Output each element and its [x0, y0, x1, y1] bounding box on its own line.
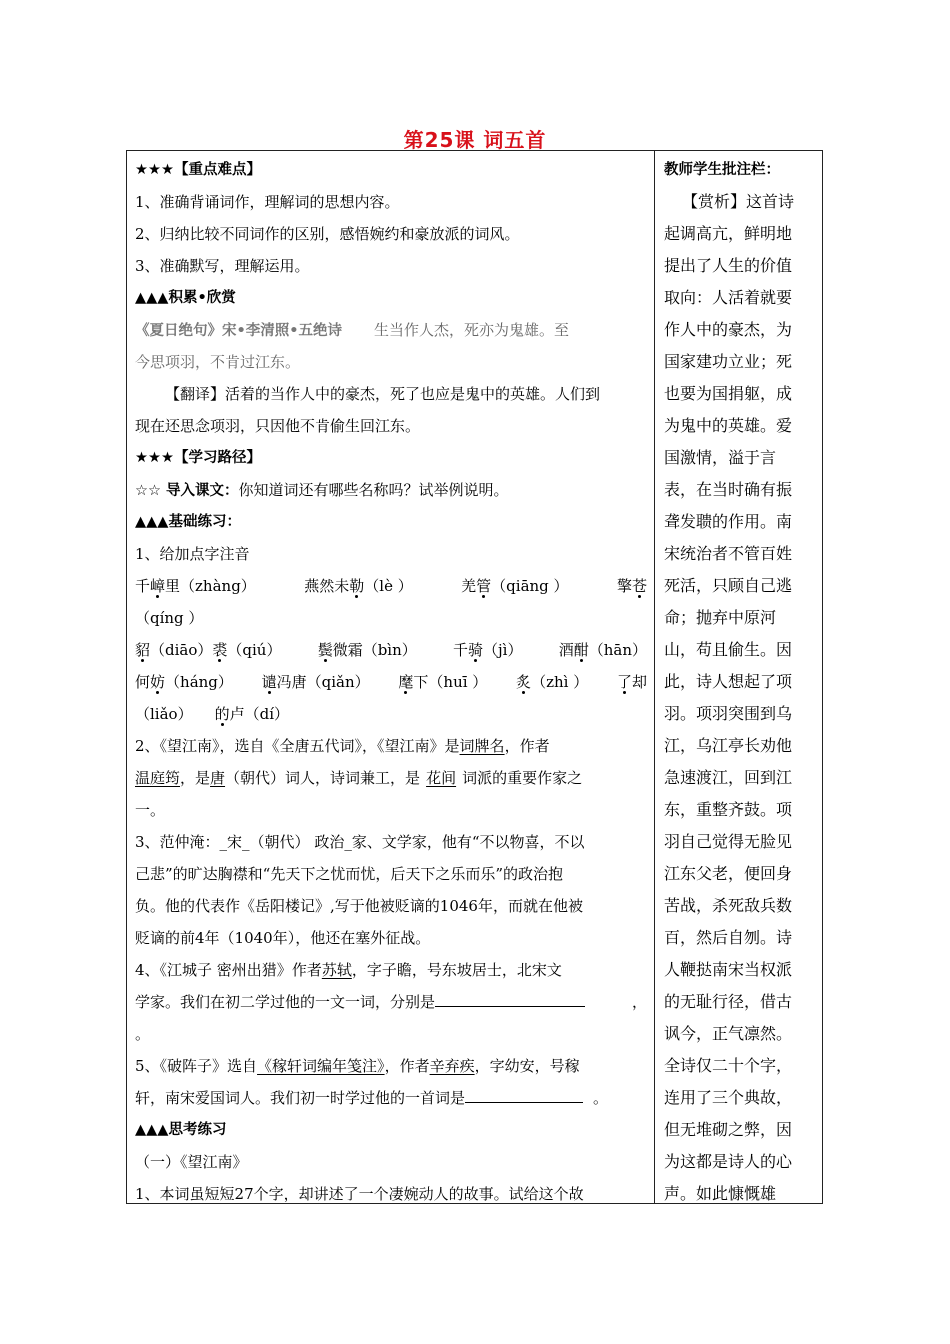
- intro-question: [135, 474, 647, 506]
- intro-label: ☆☆ 导入课文：: [135, 483, 239, 499]
- annotation-line: 提出了人生的价值: [664, 256, 793, 275]
- pinyin-item: 鬓微霜（bìn）: [317, 641, 417, 659]
- annotation-line: 国家建功立业；死: [664, 352, 793, 371]
- annotation-line: 的无耻行径，借古: [664, 992, 793, 1011]
- annotation-line: 全诗仅二十个字，: [664, 1056, 793, 1075]
- pinyin-row: [135, 634, 647, 666]
- answer-dynasty: 唐: [210, 769, 226, 787]
- poem-title: 《夏日绝句》宋•李清照•五绝诗: [135, 323, 343, 339]
- pinyin-item: 酒酣（hān）: [558, 641, 647, 659]
- question-5-cont: 轩，南宋爱国词人。我们初一时学过他的一首词是 。: [135, 1082, 647, 1114]
- pinyin-item: 了却: [616, 673, 647, 691]
- pinyin-row: [135, 666, 647, 698]
- annotation-line: 作人中的豪杰，为: [664, 320, 793, 339]
- question-4: 4、《江城子 密州出猎》作者苏轼，字子瞻，号东坡居士，北宋文: [135, 961, 562, 979]
- question-2-cont: 一。: [135, 801, 166, 819]
- heading-learning-path: ★★★【学习路径】: [135, 450, 261, 466]
- annotation-line: 百，然后自刎。诗: [664, 928, 793, 947]
- goal-item: 3、准确默写，理解运用。: [135, 257, 310, 275]
- goal-item: 1、准确背诵词作，理解词的思想内容。: [135, 193, 400, 211]
- poem-line: [135, 314, 647, 346]
- annotation-body: [664, 186, 812, 1202]
- annotation-line: 起调高亢，鲜明地: [664, 224, 793, 243]
- annotation-line: 急速渡江，回到江: [664, 768, 793, 787]
- annotation-line: 为这都是诗人的心: [664, 1152, 793, 1171]
- answer-blank[interactable]: [465, 1084, 583, 1103]
- annotation-line: 苦战，杀死敌兵数: [664, 896, 793, 915]
- section-wangjiangnan: （一）《望江南》: [135, 1153, 248, 1171]
- answer-author: 苏轼: [321, 961, 352, 979]
- page-title: 第25课 词五首: [403, 128, 547, 152]
- pinyin-item: 的卢（dí）: [214, 705, 289, 723]
- question-2-cont: 温庭筠，是唐（朝代）词人，诗词兼工，是 花间 词派的重要作家之: [135, 769, 583, 787]
- heading-basic-practice: ▲▲▲基础练习：: [135, 514, 241, 530]
- annotation-line: 死活，只顾自己逃: [664, 576, 793, 595]
- annotation-line: 【赏析】这首诗: [682, 192, 795, 211]
- pinyin-item: 谴冯唐（qiǎn）: [261, 673, 370, 691]
- question-3-cont: 贬谪的前4年（1040年），他还在塞外征战。: [135, 929, 431, 947]
- annotation-line: 连用了三个典故，: [664, 1088, 793, 1107]
- pinyin-item: 千嶂里（zhàng）: [135, 577, 256, 595]
- annotation-line: 声。如此慷慨雄: [664, 1184, 777, 1202]
- pinyin-item: 燕然未勒（lè ）: [304, 577, 413, 595]
- question-5: 5、《破阵子》选自《稼轩词编年笺注》，作者辛弃疾，字幼安，号稼: [135, 1057, 580, 1075]
- annotation-title: 教师学生批注栏：: [664, 162, 780, 178]
- pinyin-item: 炙（zhì ）: [516, 673, 589, 691]
- intro-text: 你知道词还有哪些名称吗？试举例说明。: [238, 481, 509, 499]
- answer-blank[interactable]: [435, 988, 585, 1007]
- pinyin-item: 麾下（huī ）: [398, 673, 488, 691]
- thinking-question-1: 1、本词虽短短27个字，却讲述了一个凄婉动人的故事。试给这个故: [135, 1185, 584, 1202]
- pinyin-item: 羌管（qiāng ）: [461, 577, 569, 595]
- answer-author: 辛弃疾: [429, 1057, 475, 1075]
- question-3-cont: 己悲”的旷达胸襟和“先天下之忧而忧，后天下之乐而乐”的政治抱: [135, 865, 564, 883]
- annotation-line: 羽自己觉得无脸见: [664, 832, 793, 851]
- heading-accumulate: ▲▲▲积累•欣赏: [135, 290, 236, 306]
- annotation-line: 羽。项羽突围到乌: [664, 704, 793, 723]
- main-column: [135, 154, 647, 1202]
- pinyin-item: 貂（diāo）裘（qiú）: [135, 641, 282, 659]
- annotation-line: 命；抛弃中原河: [664, 608, 777, 627]
- question-3-cont: 负。他的代表作《岳阳楼记》,写于他被贬谪的1046年，而就在他被: [135, 897, 583, 915]
- translation: 现在还思念项羽，只因他不肯偷生回江东。: [135, 417, 421, 435]
- annotation-column: [664, 154, 812, 1202]
- question-4-cont: 学家。我们在初二学过他的一文一词，分别是 ，: [135, 986, 647, 1018]
- annotation-line: 表，在当时确有振: [664, 480, 793, 499]
- annotation-line: 国激情，溢于言: [664, 448, 777, 467]
- question-3: 3、范仲淹：_宋_（朝代） 政治_家、文学家，他有“不以物喜，不以: [135, 833, 585, 851]
- heading-key-points: ★★★【重点难点】: [135, 162, 261, 178]
- annotation-line: 也要为国捐躯，成: [664, 384, 793, 403]
- pinyin-item: 何妨（háng）: [135, 673, 233, 691]
- column-divider: [654, 151, 655, 1203]
- annotation-line: 为鬼中的英雄。爱: [664, 416, 793, 435]
- heading-thinking-practice: ▲▲▲思考练习: [135, 1122, 227, 1138]
- annotation-line: 人鞭挞南宋当权派: [664, 960, 793, 979]
- translation: 【翻译】活着的当作人中的豪杰，死了也应是鬼中的英雄。人们到: [165, 385, 601, 403]
- annotation-line: 山，苟且偷生。因: [664, 640, 793, 659]
- annotation-line: 东，重整齐鼓。项: [664, 800, 793, 819]
- annotation-line: 宋统治者不管百姓: [664, 544, 793, 563]
- pinyin-item: （qíng ）: [135, 609, 204, 627]
- answer-cipaiming: 词牌名: [459, 737, 505, 755]
- annotation-line: 取向：人活着就要: [664, 288, 793, 307]
- annotation-line: 江东父老，便回身: [664, 864, 793, 883]
- goal-item: 2、归纳比较不同词作的区别，感悟婉约和豪放派的词风。: [135, 225, 520, 243]
- pinyin-row: [135, 602, 647, 634]
- pinyin-item: （liǎo）: [135, 705, 193, 723]
- annotation-line: 江，乌江亭长劝他: [664, 736, 793, 755]
- answer-source: 《稼轩词编年笺注》: [257, 1057, 385, 1075]
- poem-text: 今思项羽，不肯过江东。: [135, 353, 301, 371]
- pinyin-row: [135, 698, 647, 730]
- pinyin-row: [135, 570, 647, 602]
- annotation-line: 讽今，正气凛然。: [664, 1024, 793, 1043]
- question-4-cont: 。: [135, 1025, 151, 1043]
- poem-text: 生当作人杰，死亦为鬼雄。至: [374, 321, 570, 339]
- answer-author: 温庭筠: [135, 769, 181, 787]
- annotation-line: 此，诗人想起了项: [664, 672, 793, 691]
- annotation-line: 但无堆砌之弊，因: [664, 1120, 793, 1139]
- annotation-line: 聋发聩的作用。南: [664, 512, 793, 531]
- question-2: 2、《望江南》，选自《全唐五代词》，《望江南》是词牌名，作者: [135, 737, 550, 755]
- question-1: 1、给加点字注音: [135, 545, 250, 563]
- pinyin-item: 千骑（jì）: [452, 641, 523, 659]
- answer-school: 花间: [426, 769, 457, 787]
- pinyin-item: 擎苍: [616, 577, 647, 595]
